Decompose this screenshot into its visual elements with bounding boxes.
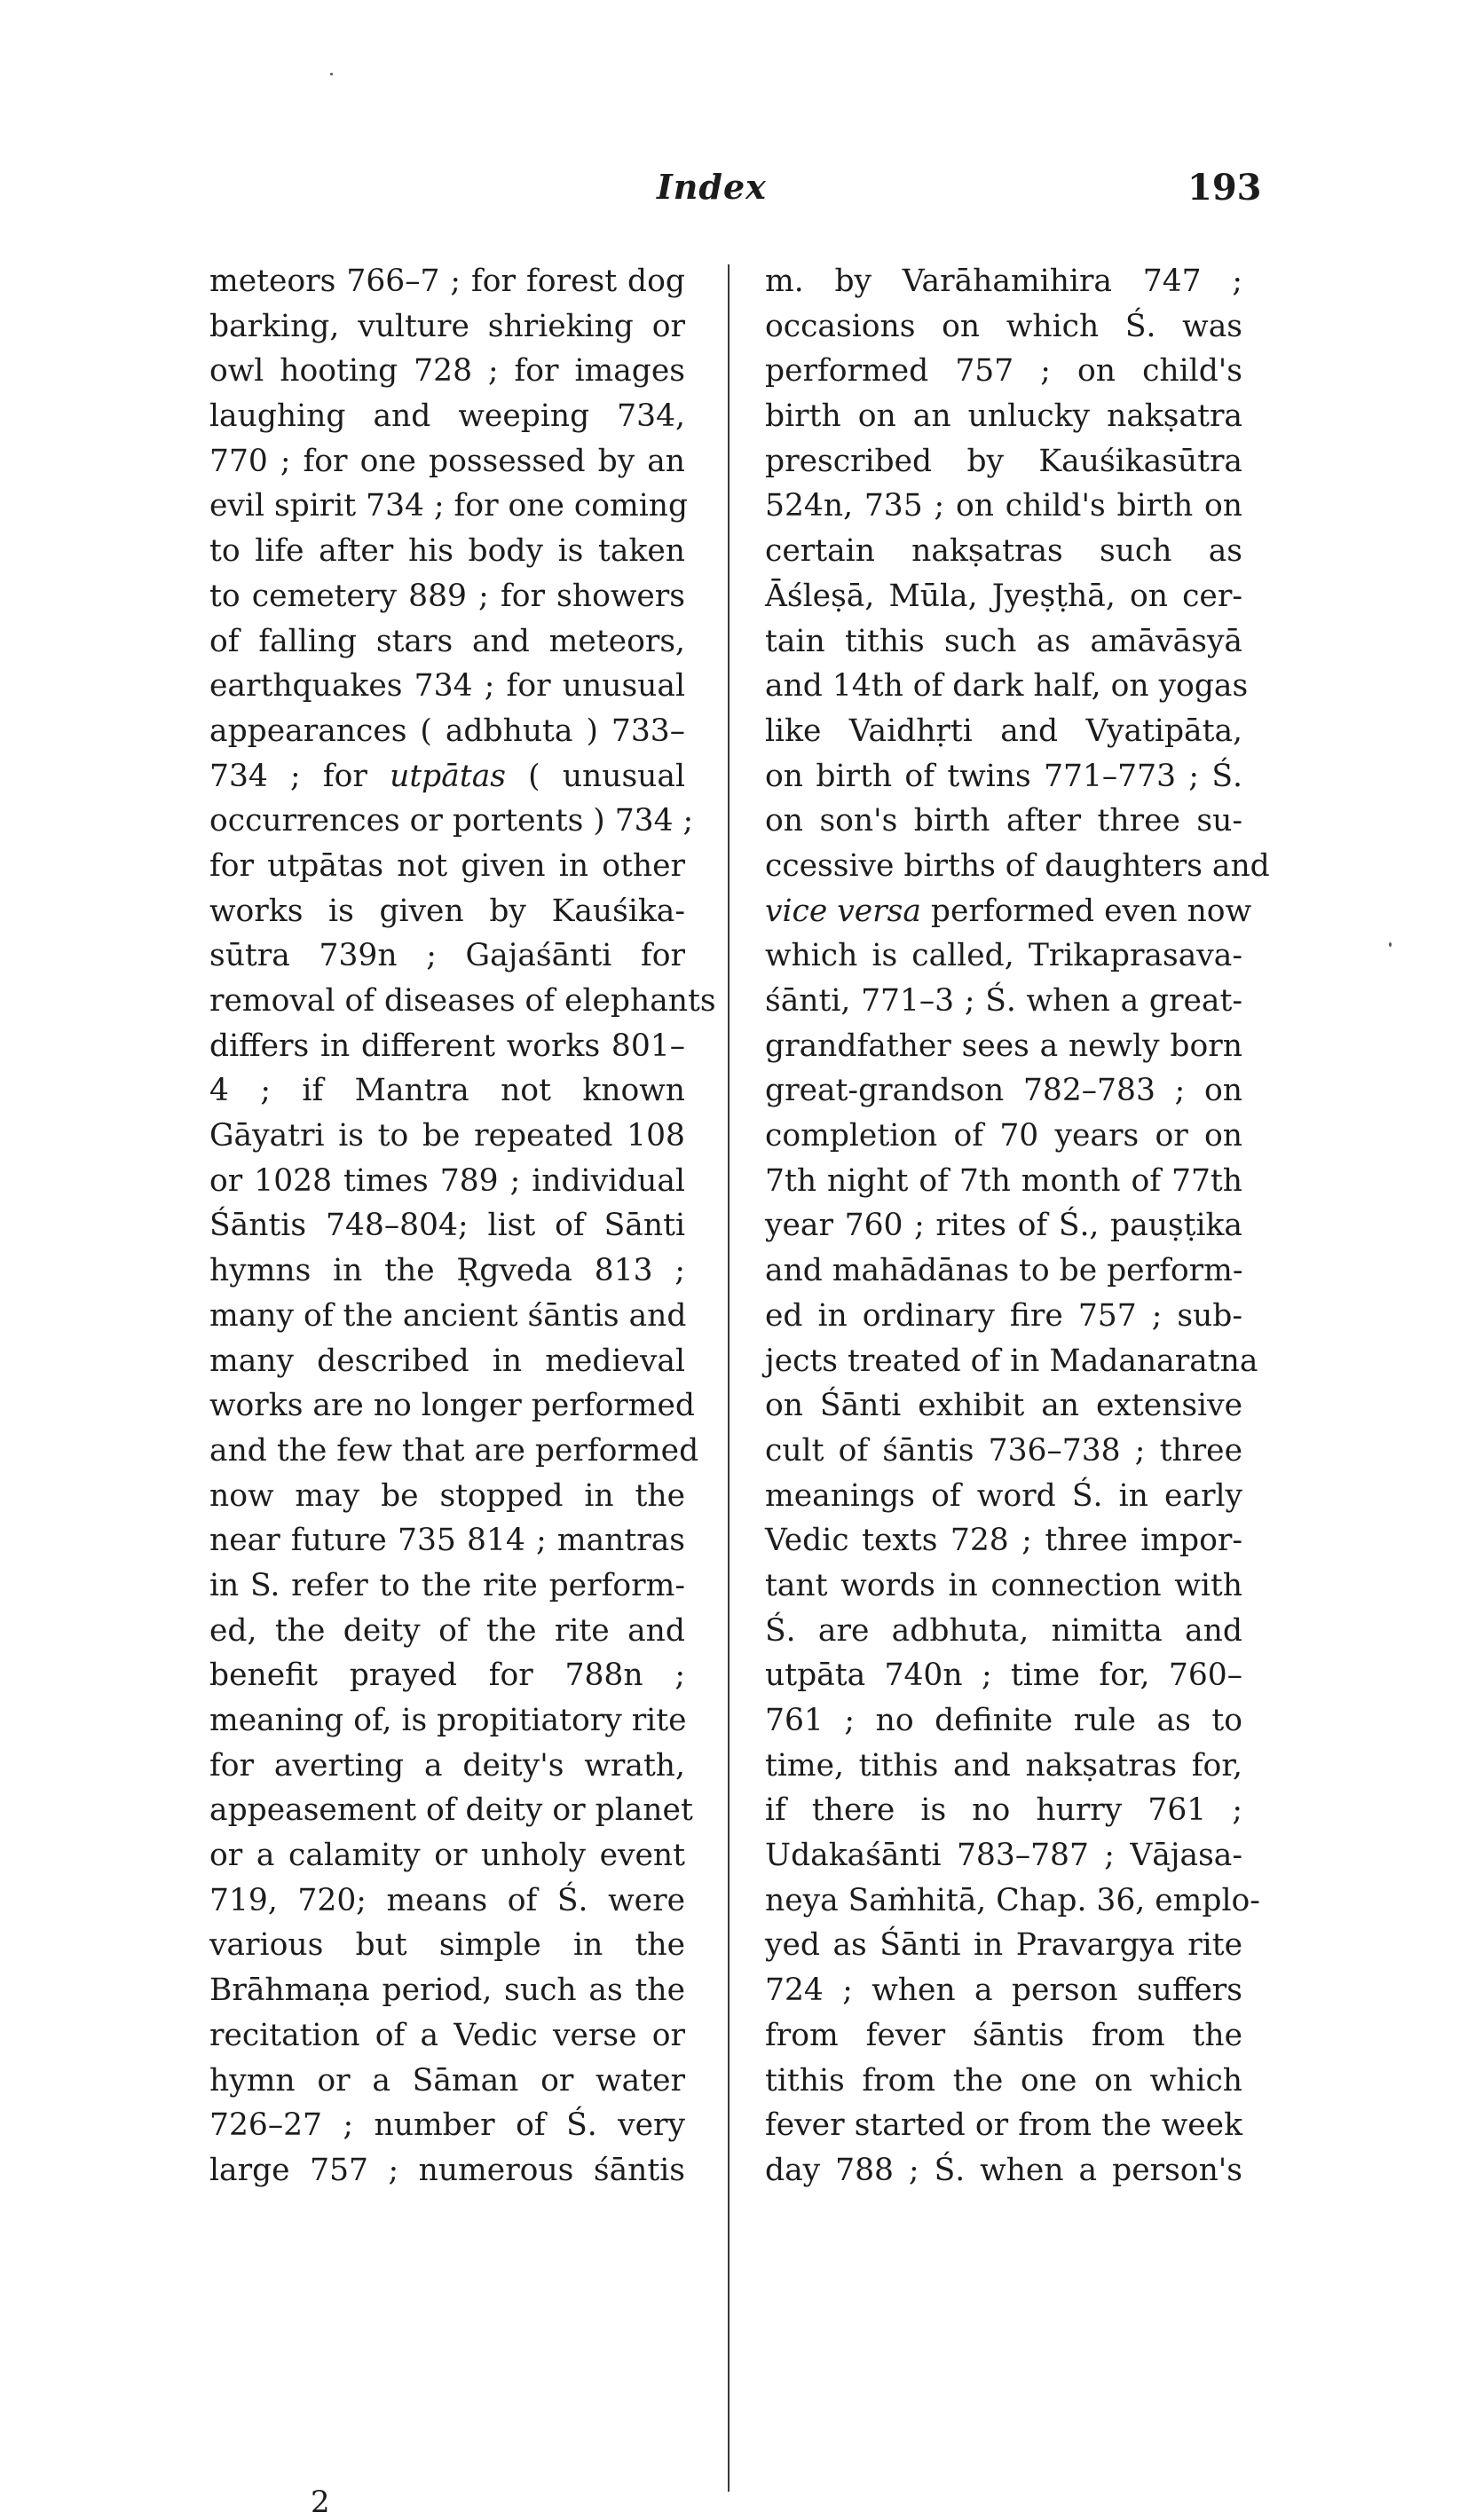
right-column-line: Ś. are adbhuta, nimitta and [765, 1612, 1242, 1649]
right-column-line: completion of 70 years or on [765, 1118, 1242, 1154]
left-column-line: 726–27 ; number of Ś. very [209, 2107, 685, 2144]
index-column-left [209, 259, 716, 2193]
left-column-line: hymn or a Sāman or water [209, 2062, 685, 2099]
left-column-line: of falling stars and meteors, [209, 623, 685, 659]
left-column-line: appearances ( adbhuta ) 733– [209, 713, 685, 749]
left-column-line: removal of diseases of elephants [209, 983, 716, 1019]
left-column-line: for utpātas not given in other [209, 847, 685, 884]
left-column-line: earthquakes 734 ; for unusual [209, 668, 685, 705]
left-column-line: to life after his body is taken [209, 533, 685, 570]
right-column-line: from fever śāntis from the [765, 2017, 1242, 2053]
right-column-line: and mahādānas to be perform- [765, 1253, 1243, 1289]
left-column-line: Gāyatri is to be repeated 108 [209, 1118, 685, 1154]
right-column-line: time, tithis and nakṣatras for, [765, 1747, 1242, 1784]
index-column-right [765, 259, 1270, 2193]
running-head [0, 167, 1467, 220]
right-column-line: tant words in connection with [765, 1567, 1242, 1603]
right-column-line: day 788 ; Ś. when a person's [765, 2152, 1242, 2188]
left-column-line: benefit prayed for 788n ; [209, 1658, 685, 1694]
right-column-line: vice versa performed even now [765, 893, 1252, 929]
italic-term: vice versa [765, 893, 921, 929]
left-column-line: many of the ancient śāntis and [209, 1297, 687, 1334]
left-column-line: large 757 ; numerous śāntis [209, 2152, 685, 2188]
right-column-line: utpāta 740n ; time for, 760– [765, 1658, 1242, 1694]
right-column-line: 7th night of 7th month of 77th [765, 1162, 1242, 1199]
left-column-line: and the few that are performed [209, 1432, 699, 1469]
left-column-line: laughing and weeping 734, [209, 398, 685, 435]
right-column-line: like Vaidhṛti and Vyatipāta, [765, 713, 1242, 749]
running-title: Index [657, 167, 767, 207]
right-column-line: performed 757 ; on child's [765, 353, 1242, 390]
right-column-line: on son's birth after three su- [765, 803, 1242, 839]
left-column-line: 734 ; for utpātas ( unusual [209, 758, 686, 794]
left-column-line: occurrences or portents ) 734 ; [209, 803, 694, 839]
column-divider-rule [728, 264, 730, 2492]
right-column-line: and 14th of dark half, on yogas [765, 668, 1249, 705]
right-column-line: occasions on which Ś. was [765, 308, 1242, 344]
left-column-line: barking, vulture shrieking or [209, 308, 685, 344]
right-column-line: grandfather sees a newly born [765, 1028, 1242, 1064]
left-column-line: ed, the deity of the rite and [209, 1612, 685, 1649]
page-number: 193 [1187, 167, 1262, 209]
signature-mark: 2 [311, 2485, 330, 2520]
left-column-line: or 1028 times 789 ; individual [209, 1162, 685, 1199]
left-column-line: 770 ; for one possessed by an [209, 443, 685, 479]
right-column-line: fever started or from the week [765, 2107, 1242, 2144]
left-column-line: for averting a deity's wrath, [209, 1747, 685, 1784]
left-column-line: Śāntis 748–804; list of Sānti [209, 1208, 685, 1244]
right-column-line: Vedic texts 728 ; three impor- [765, 1523, 1242, 1559]
print-speck [330, 73, 333, 75]
left-column-line: appeasement of deity or planet [209, 1792, 693, 1829]
right-column-line: yed as Śānti in Pravargya rite [765, 1927, 1242, 1964]
right-column-line: on Śānti exhibit an extensive [765, 1388, 1242, 1424]
left-column-line: 4 ; if Mantra not known [209, 1073, 685, 1109]
right-column-line: certain nakṣatras such as [765, 533, 1242, 570]
left-column-line: differs in different works 801– [209, 1028, 685, 1064]
left-column-line: recitation of a Vedic verse or [209, 2017, 685, 2053]
right-column-line: great-grandson 782–783 ; on [765, 1073, 1242, 1109]
left-column-line: Brāhmaṇa period, such as the [209, 1973, 685, 2009]
right-column-line: Āśleṣā, Mūla, Jyeṣṭhā, on cer- [765, 578, 1242, 614]
print-speck [1389, 942, 1392, 947]
right-column-line: neya Saṁhitā, Chap. 36, emplo- [765, 1882, 1260, 1918]
left-column-line: many described in medieval [209, 1343, 685, 1379]
left-column-line: works are no longer performed [209, 1388, 695, 1424]
right-column-line: 724 ; when a person suffers [765, 1973, 1242, 2009]
left-column-line: in S. refer to the rite perform- [209, 1567, 685, 1603]
left-column-line: meteors 766–7 ; for forest dog [209, 264, 685, 299]
left-column-line: owl hooting 728 ; for images [209, 353, 685, 390]
right-column-line: on birth of twins 771–773 ; Ś. [765, 758, 1242, 794]
left-column-line: works is given by Kauśika- [209, 893, 685, 929]
right-column-line: year 760 ; rites of Ś., pauṣṭika [765, 1208, 1242, 1244]
right-column-line: tain tithis such as amāvāsyā [765, 623, 1242, 659]
right-column-line: tithis from the one on which [765, 2062, 1242, 2099]
right-column-line: if there is no hurry 761 ; [765, 1792, 1242, 1829]
left-column-line: sūtra 739n ; Gajaśānti for [209, 938, 685, 974]
left-column-line: 719, 720; means of Ś. were [209, 1882, 685, 1918]
right-column-line: ed in ordinary fire 757 ; sub- [765, 1297, 1242, 1334]
right-column-line: Udakaśānti 783–787 ; Vājasa- [765, 1838, 1242, 1874]
right-column-line: śānti, 771–3 ; Ś. when a great- [765, 983, 1242, 1019]
right-column-line: jects treated of in Madanaratna [765, 1343, 1258, 1379]
right-column-line: ccessive births of daughters and [765, 847, 1270, 884]
right-column-line: prescribed by Kauśikasūtra [765, 443, 1242, 479]
right-column-line: cult of śāntis 736–738 ; three [765, 1432, 1242, 1469]
right-column-line: 761 ; no definite rule as to [765, 1703, 1242, 1738]
left-column-line: now may be stopped in the [209, 1477, 685, 1514]
left-column-line: various but simple in the [209, 1927, 685, 1964]
right-column-line: 524n, 735 ; on child's birth on [765, 488, 1242, 524]
left-column-line: or a calamity or unholy event [209, 1838, 685, 1874]
right-column-line: birth on an unlucky nakṣatra [765, 398, 1242, 435]
left-column-line: evil spirit 734 ; for one coming [209, 488, 689, 524]
italic-term: utpātas [390, 758, 506, 794]
right-column-line: which is called, Trikaprasava- [765, 938, 1242, 974]
left-column-line: hymns in the Ṛgveda 813 ; [209, 1253, 685, 1289]
right-column-line: m. by Varāhamihira 747 ; [765, 264, 1242, 299]
left-column-line: near future 735 814 ; mantras [209, 1523, 685, 1559]
left-column-line: meaning of, is propitiatory rite [209, 1703, 687, 1738]
left-column-line: to cemetery 889 ; for showers [209, 578, 685, 614]
right-column-line: meanings of word Ś. in early [765, 1477, 1242, 1514]
